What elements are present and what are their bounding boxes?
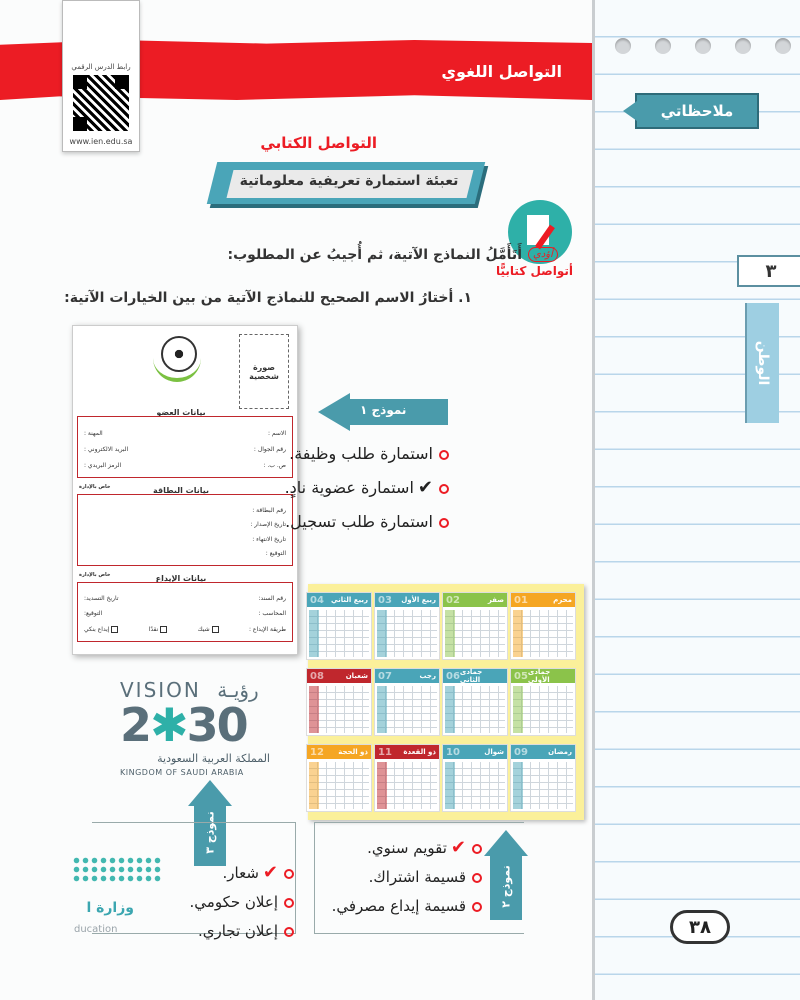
form-field-label: التوقيع :	[265, 550, 286, 558]
form-field-label: المهنة :	[84, 429, 103, 437]
card-fields	[84, 503, 286, 561]
radio-circle-icon[interactable]	[439, 518, 449, 528]
ministry-edu: ducation	[74, 924, 118, 935]
model1-arrow	[318, 393, 448, 431]
radio-circle-icon[interactable]	[472, 902, 482, 912]
card-section-head: بيانات البطاقة	[131, 486, 231, 495]
model2-label: نموذج ٢	[499, 865, 513, 908]
option-item[interactable]	[190, 888, 294, 917]
ministry-dots-icon	[72, 856, 162, 884]
month-name: جمادى الثاني	[459, 668, 483, 684]
month-number: 08	[310, 670, 324, 682]
topic-title: تعبئة استمارة تعريفية معلوماتية	[239, 173, 459, 189]
month-number: 12	[310, 746, 324, 758]
gov-use-label-2: خاص بالإدارة	[79, 572, 111, 578]
month-header	[443, 669, 507, 683]
photo-label: صورة شخصية	[249, 362, 279, 381]
football-icon	[161, 336, 197, 372]
month-header	[307, 669, 371, 683]
palm-emblem-icon: ✱	[150, 698, 187, 752]
month-grid	[377, 762, 437, 809]
form-field-label: تاريخ الإصدار :	[250, 521, 286, 529]
radio-circle-icon[interactable]	[284, 927, 294, 937]
model1-options	[285, 437, 449, 539]
payment-option-label: نقدًا	[148, 625, 159, 633]
month-grid	[309, 610, 369, 657]
checkmark-icon: ✔	[262, 862, 278, 883]
payment-row	[84, 626, 286, 633]
month-header	[375, 745, 439, 759]
option-item[interactable]	[190, 858, 294, 888]
month-name: جمادى الأولى	[527, 668, 551, 684]
calendar-month	[442, 744, 508, 812]
month-grid	[377, 610, 437, 657]
option-item[interactable]	[285, 505, 449, 539]
month-number: 06	[446, 670, 460, 682]
month-grid	[513, 686, 573, 733]
ring-hole-icon	[735, 38, 751, 54]
month-header	[511, 593, 575, 607]
option-item[interactable]	[285, 471, 449, 505]
month-header	[443, 593, 507, 607]
ring-hole-icon	[655, 38, 671, 54]
deposit-section-head: بيانات الإيداع	[131, 574, 231, 583]
radio-circle-icon[interactable]	[439, 484, 449, 494]
month-number: 03	[378, 594, 392, 606]
month-number: 04	[310, 594, 324, 606]
checkmark-icon: ✔	[450, 837, 466, 858]
option-label: قسيمة اشتراك.	[368, 868, 466, 886]
task-badge: أؤدي	[528, 247, 558, 262]
month-number: 05	[514, 670, 528, 682]
option-item[interactable]	[332, 892, 482, 921]
calendar-month	[374, 668, 440, 736]
form-row	[84, 430, 286, 437]
month-name: شعبان	[345, 672, 368, 680]
month-header	[511, 745, 575, 759]
month-grid	[445, 762, 505, 809]
qr-url[interactable]: www.ien.edu.sa	[69, 137, 133, 146]
year-part-b: 30	[186, 698, 247, 752]
year-part-a: 2	[120, 698, 151, 752]
option-label: تقويم سنوي.	[367, 839, 447, 857]
model2-options	[332, 833, 482, 921]
form-field-label: رقم البطاقة :	[252, 506, 286, 514]
ring-hole-icon	[775, 38, 791, 54]
member-fields	[84, 425, 286, 473]
membership-form-image	[72, 325, 298, 655]
month-name: شوال	[484, 748, 504, 756]
form-field-label: تاريخ الانتهاء :	[252, 535, 286, 543]
card-section	[77, 494, 293, 566]
vision-arabic-name: المملكة العربية السعودية	[157, 752, 270, 765]
qr-label: رابط الدرس الرقمي	[71, 63, 131, 71]
annual-calendar-image	[308, 584, 584, 820]
deposit-fields	[84, 591, 286, 637]
calendar-month	[374, 744, 440, 812]
option-label: إعلان تجاري.	[197, 922, 278, 940]
member-section	[77, 416, 293, 478]
vision-year	[120, 698, 247, 752]
arrow-head	[318, 393, 350, 431]
calendar-month	[374, 592, 440, 660]
vision-english-name: KINGDOM OF SAUDI ARABIA	[120, 768, 244, 777]
form-row	[84, 446, 286, 453]
month-header	[307, 745, 371, 759]
form-field-label: المحاسب :	[258, 610, 286, 618]
month-name: رمضان	[548, 748, 572, 756]
qr-code-icon[interactable]	[73, 75, 129, 131]
form-field-label: تاريخ التسديد:	[84, 595, 119, 603]
calendar-month	[442, 668, 508, 736]
payment-option-label: شيك	[197, 625, 210, 633]
option-label: استمارة طلب وظيفة.	[289, 444, 433, 463]
payment-option-label: إيداع بنكي	[84, 625, 110, 633]
radio-circle-icon[interactable]	[284, 898, 294, 908]
option-label: قسيمة إيداع مصرفي.	[331, 897, 466, 915]
photo-box	[239, 334, 289, 409]
ministry-name: وزارة ا	[86, 900, 134, 916]
model1-label: نموذج ١	[360, 403, 407, 417]
month-header	[375, 669, 439, 683]
radio-circle-icon[interactable]	[472, 873, 482, 883]
month-grid	[309, 762, 369, 809]
calendar-month	[306, 744, 372, 812]
banner-title: التواصل اللغوي	[441, 62, 562, 81]
form-field-label: التوقيع:	[84, 610, 103, 618]
form-row	[84, 462, 286, 469]
question: ١. أختارُ الاسم الصحيح للنماذج الآتية من بين الخيارات الآتية:	[64, 290, 472, 306]
ministry-logo	[72, 848, 162, 938]
calendar-month	[510, 592, 576, 660]
month-number: 09	[514, 746, 528, 758]
month-header	[375, 593, 439, 607]
member-section-head: بيانات العضو	[131, 408, 231, 417]
form-field-label: البريد الالكتروني :	[84, 445, 129, 453]
radio-circle-icon[interactable]	[472, 844, 482, 854]
calendar-month	[510, 668, 576, 736]
model3-label: نموذج ٣	[203, 811, 217, 854]
option-item[interactable]	[332, 833, 482, 863]
month-number: 02	[446, 594, 460, 606]
option-item[interactable]	[285, 437, 449, 471]
form-row	[84, 536, 286, 543]
checkbox-icon	[212, 626, 219, 633]
option-item[interactable]	[332, 863, 482, 892]
calendar-month	[442, 592, 508, 660]
month-name: ربيع الثاني	[331, 596, 368, 604]
form-field-label: الرمز البريدي :	[84, 461, 122, 469]
month-name: ذو الحجة	[338, 748, 368, 756]
month-name: ربيع الأول	[401, 596, 436, 604]
unit-tab[interactable]	[745, 303, 779, 423]
month-grid	[513, 762, 573, 809]
section-title: التواصل الكتابي	[260, 134, 377, 152]
form-row	[84, 595, 286, 602]
page-number: ٣٨	[670, 910, 730, 944]
form-field-label: الاسم :	[267, 429, 286, 437]
month-grid	[377, 686, 437, 733]
vision-latin: VISION	[120, 678, 201, 702]
vision-arabic: رؤيـة	[217, 678, 259, 702]
activity-label: أتواصل كتابيًّا	[496, 264, 574, 278]
model3-options	[190, 858, 294, 946]
form-row	[84, 507, 286, 514]
month-header	[443, 745, 507, 759]
notes-sidebar	[592, 0, 800, 1000]
radio-circle-icon[interactable]	[284, 869, 294, 879]
checkbox-icon	[111, 626, 118, 633]
month-grid	[445, 610, 505, 657]
unit-number: ٣	[737, 255, 800, 287]
ring-hole-icon	[695, 38, 711, 54]
payment-option	[84, 626, 118, 633]
month-number: 07	[378, 670, 392, 682]
month-grid	[445, 686, 505, 733]
deposit-section	[77, 582, 293, 642]
option-label: شعار.	[222, 864, 259, 882]
form-row	[84, 521, 286, 528]
calendar-month	[510, 744, 576, 812]
payment-option	[198, 626, 219, 633]
month-name: ذو القعدة	[403, 748, 436, 756]
form-field-label: رقم الجوال :	[253, 445, 286, 453]
month-number: 01	[514, 594, 528, 606]
month-number: 11	[378, 746, 392, 758]
notes-title: ملاحظاتي	[635, 93, 759, 129]
month-grid	[309, 686, 369, 733]
arrow-head	[484, 830, 528, 856]
option-label: استمارة عضوية نادٍ.	[284, 478, 414, 497]
qr-card[interactable]	[62, 0, 140, 152]
form-row	[84, 550, 286, 557]
payment-option	[149, 626, 168, 633]
gov-use-label: خاص بالإدارة	[79, 484, 111, 490]
checkmark-icon: ✔	[417, 477, 433, 498]
instruction: أَتَأَمَّلُ النماذج الآتية، ثم أُجيبُ عن المطلوب:	[227, 247, 522, 263]
form-row	[84, 610, 286, 617]
checkbox-icon	[160, 626, 167, 633]
month-name: رجب	[419, 672, 436, 680]
month-name: محرم	[553, 596, 572, 604]
vision-2030-logo	[110, 672, 280, 782]
form-field-label: رقم السند:	[258, 595, 286, 603]
model2-arrow	[484, 830, 528, 920]
option-item[interactable]	[190, 917, 294, 946]
form-field-label: ص. ب. :	[263, 461, 286, 469]
payment-label: طريقة الإيداع :	[249, 625, 286, 633]
month-grid	[513, 610, 573, 657]
month-header	[511, 669, 575, 683]
option-label: استمارة طلب تسجيل.	[285, 512, 433, 531]
month-header	[307, 593, 371, 607]
calendar-month	[306, 668, 372, 736]
month-number: 10	[446, 746, 460, 758]
option-label: إعلان حكومي.	[189, 893, 278, 911]
arrow-head	[188, 780, 232, 806]
calendar-month	[306, 592, 372, 660]
month-name: صفر	[487, 596, 504, 604]
radio-circle-icon[interactable]	[439, 450, 449, 460]
ring-hole-icon	[615, 38, 631, 54]
unit-name: الوطن	[755, 340, 771, 386]
